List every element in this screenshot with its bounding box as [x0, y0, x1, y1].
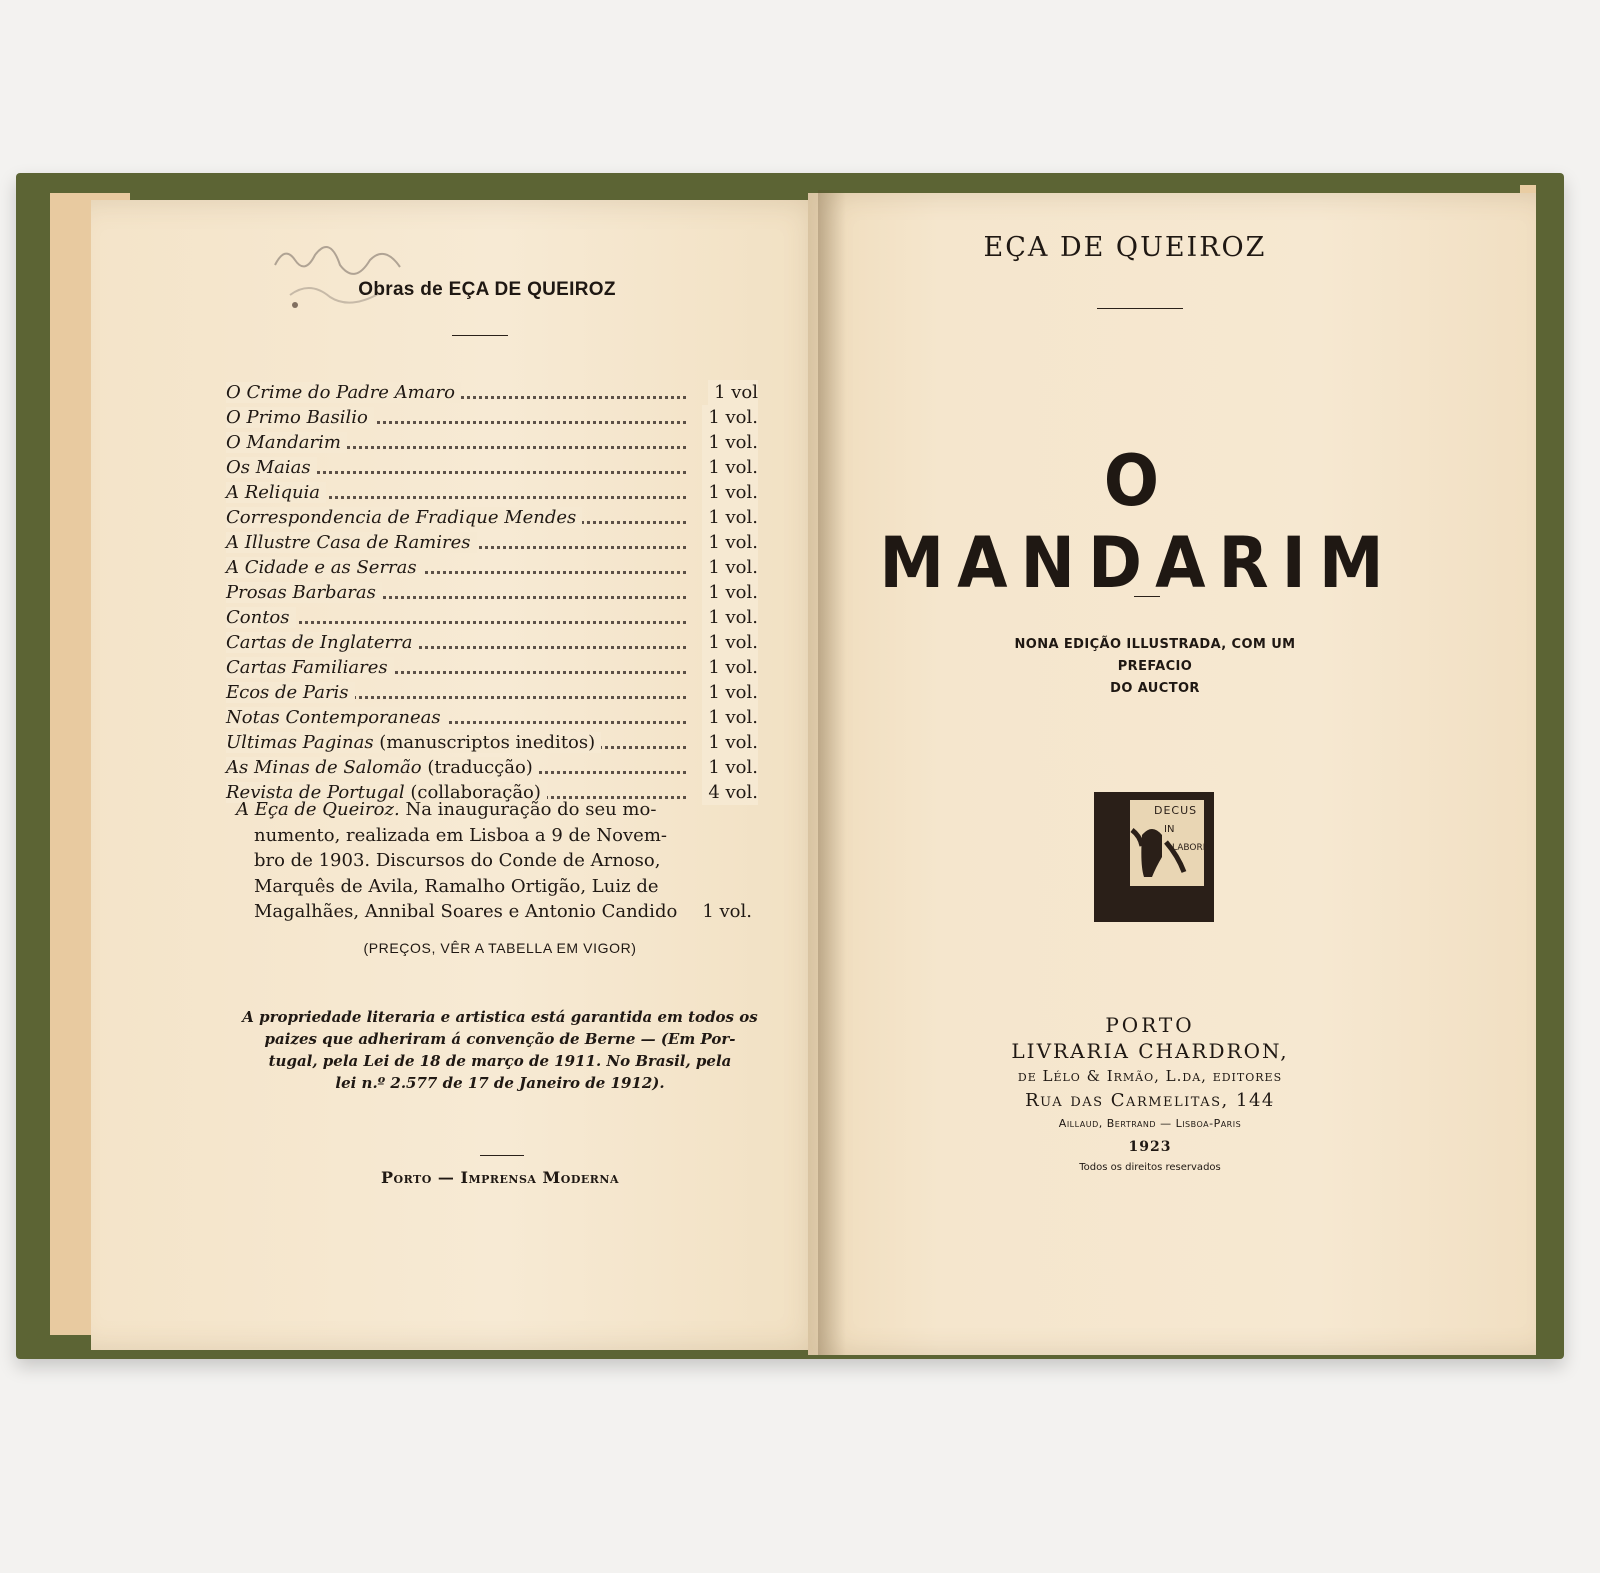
work-entry — [226, 505, 776, 530]
monument-line: bro de 1903. Discursos do Conde de Arnoso, — [254, 850, 661, 871]
work-volumes: 1 vol. — [702, 730, 758, 755]
work-volumes: 1 vol. — [702, 655, 758, 680]
svg-text:IN: IN — [1164, 824, 1175, 835]
monument-line: numento, realizada em Lisboa a 9 de Novem- — [254, 824, 667, 846]
book-title: O MANDARIM — [879, 440, 1397, 604]
legal-line: A propriedade literaria e artistica está garantida em todos os — [242, 1008, 758, 1026]
work-entry — [226, 455, 776, 480]
work-title: O Crime do Padre Amaro — [226, 382, 461, 403]
work-title: Contos — [226, 607, 296, 628]
work-entry — [226, 405, 776, 430]
work-entry — [226, 430, 776, 455]
svg-text:LABORE: LABORE — [1172, 843, 1209, 853]
monument-line: Na inauguração do seu mo- — [405, 799, 657, 820]
right-page — [808, 193, 1536, 1355]
monument-entry — [236, 797, 756, 925]
work-volumes: 1 vol. — [702, 405, 758, 430]
prices-note: (PREÇOS, VÊR A TABELLA EM VIGOR) — [363, 940, 637, 956]
imprint-publisher: LIVRARIA CHARDRON, — [1011, 1039, 1289, 1063]
legal-line: paizes que adheriram á convenção de Berne — (Em Por- — [264, 1030, 736, 1048]
imprint-owners: de Lélo & Irmão, L.da, editores — [1017, 1067, 1283, 1085]
svg-text:DECUS: DECUS — [1154, 804, 1198, 817]
printer-line: Porto — Imprensa Moderna — [381, 1168, 619, 1187]
work-entry — [226, 380, 776, 405]
work-entry — [226, 630, 776, 655]
edition-line: DO AUCTOR — [1110, 681, 1200, 696]
title-rule — [1134, 596, 1160, 597]
imprint-rights: Todos os direitos reservados — [1079, 1162, 1221, 1173]
work-title: Cartas de Inglaterra — [226, 632, 418, 653]
book-gutter — [818, 190, 846, 1355]
work-title: A Reliquia — [226, 482, 326, 503]
printer-rule — [480, 1155, 524, 1156]
work-volumes: 1 vol. — [702, 480, 758, 505]
author-name: EÇA DE QUEIROZ — [983, 232, 1267, 263]
work-note: (collaboração) — [410, 782, 541, 803]
monument-title: A Eça de Queiroz. — [236, 799, 400, 820]
work-entry — [226, 555, 776, 580]
work-title: Correspondencia de Fradique Mendes — [226, 507, 582, 528]
work-volumes: 1 vol. — [702, 555, 758, 580]
legal-line: tugal, pela Lei de 18 de março de 1911. No Brasil, pela — [268, 1052, 732, 1070]
imprint-address: Rua das Carmelitas, 144 — [1025, 1090, 1275, 1111]
work-entry — [226, 705, 776, 730]
work-title: Ultimas Paginas (manuscriptos ineditos) — [226, 732, 601, 753]
work-title: Notas Contemporaneas — [226, 707, 447, 728]
work-volumes: 1 vol. — [702, 605, 758, 630]
heading-rule — [452, 335, 508, 336]
edition-note — [985, 634, 1325, 700]
imprint-agents: Aillaud, Bertrand — Lisboa-Paris — [1058, 1117, 1242, 1130]
work-title: A Illustre Casa de Ramires — [226, 532, 477, 553]
work-volumes: 1 vol. — [702, 680, 758, 705]
work-volumes: 1 vol. — [702, 530, 758, 555]
works-list — [226, 380, 776, 805]
work-volumes: 1 vol. — [702, 580, 758, 605]
work-title: Prosas Barbaras — [226, 582, 382, 603]
work-title: Revista de Portugal (collaboração) — [226, 782, 547, 803]
work-title: Cartas Familiares — [226, 657, 394, 678]
work-title: Os Maias — [226, 457, 317, 478]
work-title: Ecos de Paris — [226, 682, 355, 703]
work-title: A Cidade e as Serras — [226, 557, 423, 578]
monument-line: Marquês de Avila, Ramalho Ortigão, Luiz de — [254, 875, 659, 897]
legal-notice — [240, 1006, 760, 1094]
work-entry — [226, 580, 776, 605]
work-title: O Mandarim — [226, 432, 347, 453]
work-entry — [226, 530, 776, 555]
work-note: (manuscriptos ineditos) — [379, 732, 596, 753]
monument-line: Magalhães, Annibal Soares e Antonio Candido — [254, 901, 678, 922]
work-entry — [226, 680, 776, 705]
work-entry — [226, 605, 776, 630]
work-volumes: 1 vol. — [702, 755, 758, 780]
publisher-emblem — [1092, 790, 1216, 924]
imprint — [1000, 1012, 1300, 1176]
work-volumes: 1 vol. — [702, 430, 758, 455]
work-volumes: 1 vol. — [702, 630, 758, 655]
works-heading: Obras de EÇA DE QUEIROZ — [358, 279, 616, 300]
work-entry — [226, 480, 776, 505]
legal-line: lei n.º 2.577 de 17 de Janeiro de 1912). — [335, 1074, 665, 1092]
work-title: As Minas de Salomão (traducção) — [226, 757, 539, 778]
work-volumes: 4 vol. — [702, 780, 758, 805]
work-entry — [226, 730, 776, 755]
monument-volumes: 1 vol. — [702, 901, 752, 922]
work-entry — [226, 755, 776, 780]
work-volumes: 1 vol. — [702, 455, 758, 480]
imprint-city: PORTO — [1105, 1013, 1195, 1037]
work-title: O Primo Basilio — [226, 407, 374, 428]
work-volumes: 1 vol. — [702, 505, 758, 530]
work-entry — [226, 655, 776, 680]
imprint-year: 1923 — [1128, 1139, 1172, 1155]
work-volumes: 1 vol. — [702, 705, 758, 730]
work-note: (traducção) — [427, 757, 533, 778]
author-rule — [1097, 308, 1183, 309]
edition-line: NONA EDIÇÃO ILLUSTRADA, COM UM PREFACIO — [1014, 637, 1296, 674]
work-volumes: 1 vol — [708, 380, 758, 405]
